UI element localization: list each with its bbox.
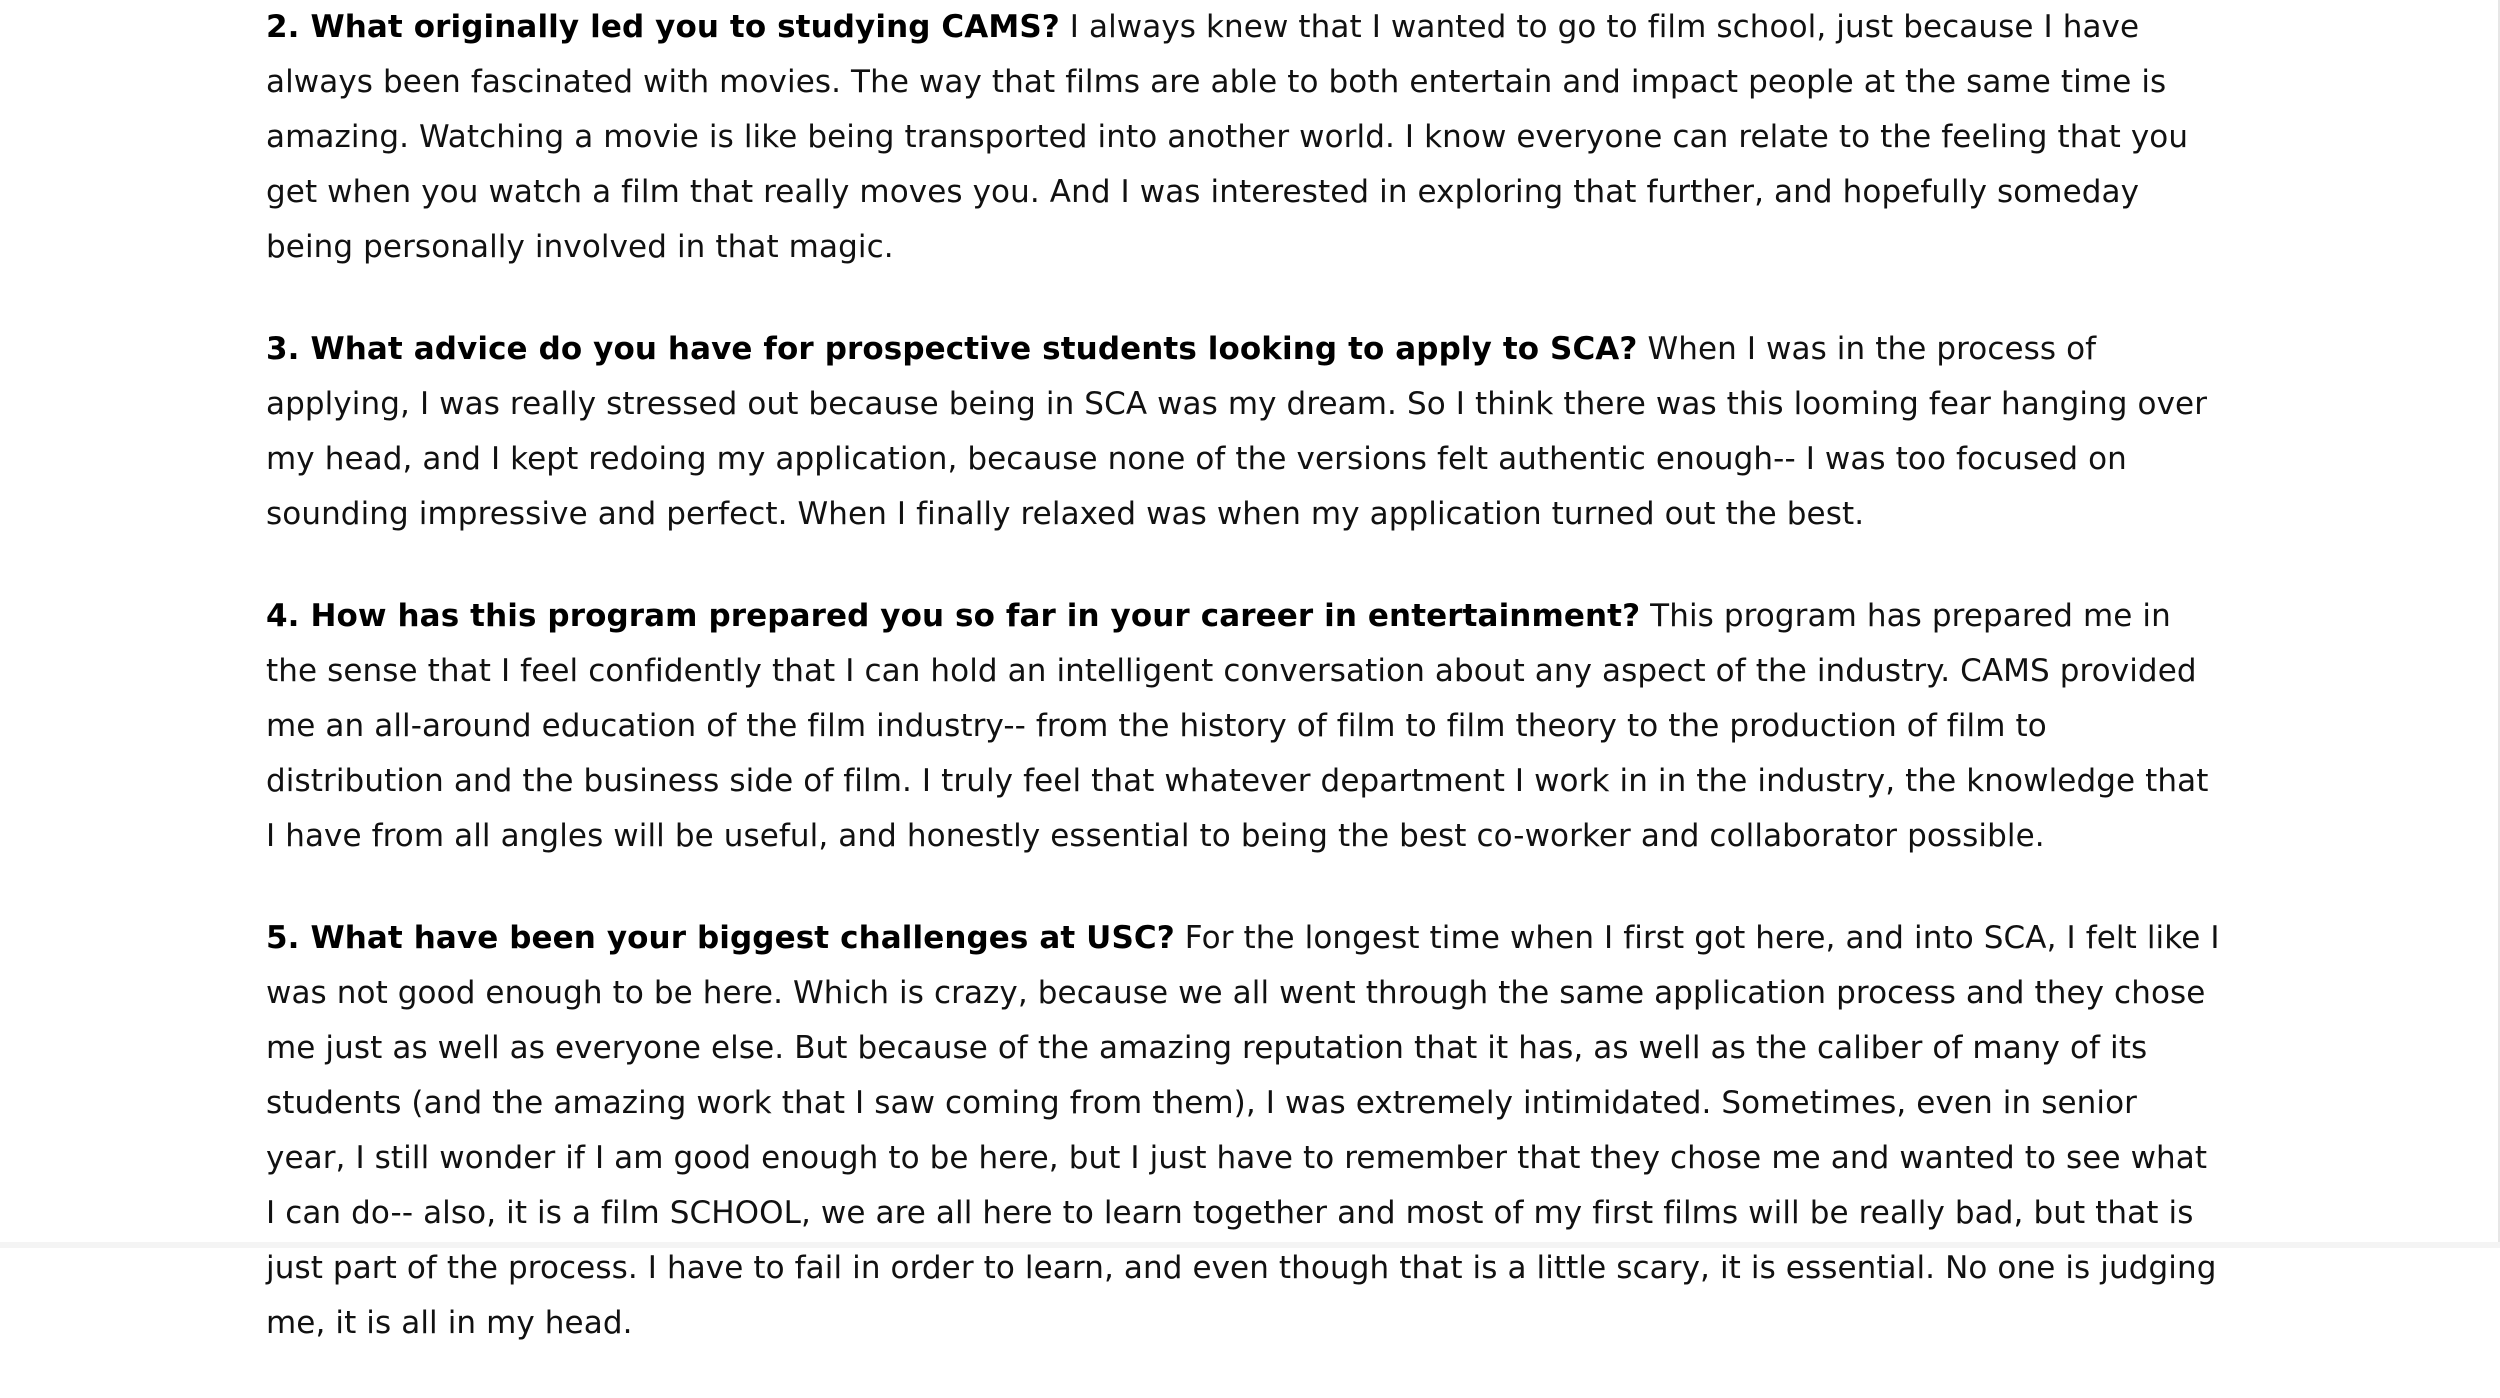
question-2: 2. What originally led you to studying CAMS?: [266, 9, 1060, 45]
qa-paragraph-4: [266, 589, 2226, 864]
qa-paragraph-2: [266, 0, 2226, 275]
bottom-edge: [0, 1242, 2500, 1248]
answer-2: I always knew that I wanted to go to film school, just because I have always been fascinated with movies. The way that films are able to both entertain and impact people at the same time is amazing. Watching a movie is like being transported into another world. I know everyone can relate to the feeling that you get when you watch a film that really moves you. And I was interested in exploring that further, and hopefully someday being personally involved in that magic.: [266, 9, 2189, 265]
article-body: [266, 0, 2226, 1398]
question-3: 3. What advice do you have for prospective students looking to apply to SCA?: [266, 331, 1638, 367]
question-5: 5. What have been your biggest challenges at USC?: [266, 920, 1175, 956]
answer-5: For the longest time when I first got here, and into SCA, I felt like I was not good enough to be here. Which is crazy, because we all went through the same application process and they chose me just as well as everyone else. But because of the amazing reputation that it has, as well as the caliber of many of its students (and the amazing work that I saw coming from them), I was extremely intimidated. Sometimes, even in senior year, I still wonder if I am good enough to be here, but I just have to remember that they chose me and wanted to see what I can do-- also, it is a film SCHOOL, we are all here to learn together and most of my first films will be really bad, but that is just part of the process. I have to fail in order to learn, and even though that is a little scary, it is essential. No one is judging me, it is all in my head.: [266, 920, 2220, 1341]
qa-paragraph-5: [266, 911, 2226, 1351]
answer-3: When I was in the process of applying, I was really stressed out because being in SCA was my dream. So I think there was this looming fear hanging over my head, and I kept redoing my application, because none of the versions felt authentic enough-- I was too focused on sounding impressive and perfect. When I finally relaxed was when my application turned out the best.: [266, 331, 2208, 532]
answer-4: This program has prepared me in the sense that I feel confidently that I can hold an intelligent conversation about any aspect of the industry. CAMS provided me an all-around education of the film industry-- from the history of film to film theory to the production of film to distribution and the business side of film. I truly feel that whatever department I work in in the industry, the knowledge that I have from all angles will be useful, and honestly essential to being the best co-worker and collaborator possible.: [266, 598, 2209, 854]
qa-paragraph-3: [266, 322, 2226, 542]
question-4: 4. How has this program prepared you so far in your career in entertainment?: [266, 598, 1641, 634]
